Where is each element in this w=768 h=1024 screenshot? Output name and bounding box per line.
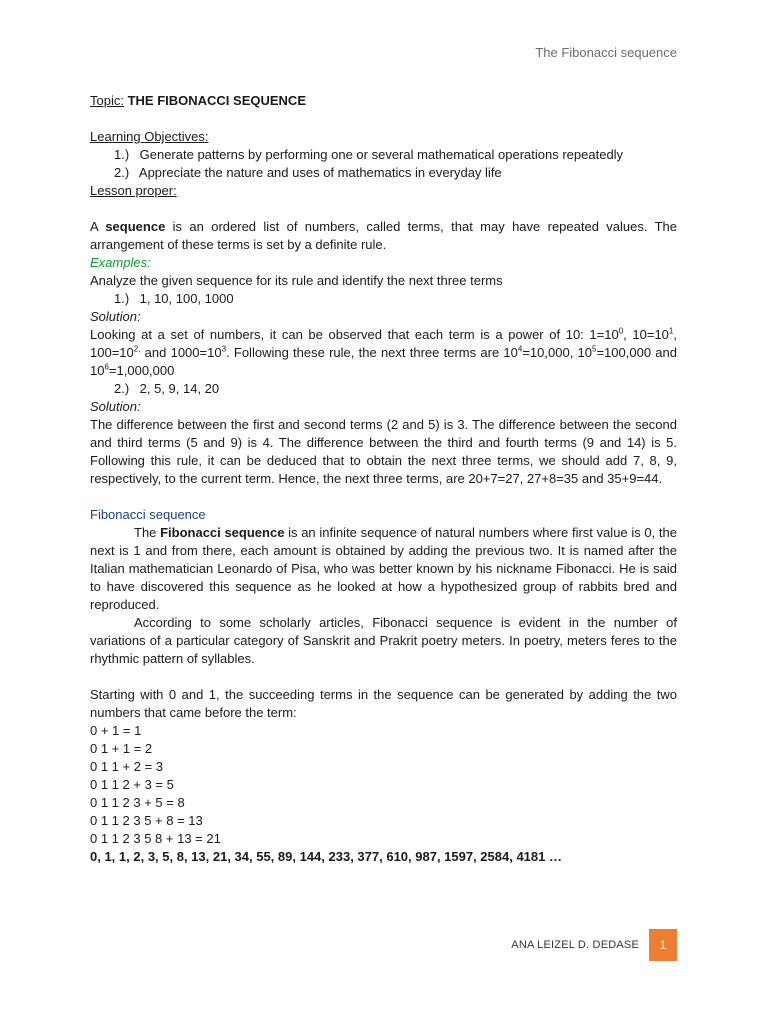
page-footer — [511, 929, 677, 961]
solution-2-text: The difference between the first and second terms (2 and 5) is 3. The difference between the second and third terms (5 and 9) is 4. The difference between the third and fourth terms (9 and 14) is 5. Following this rule, it can be deduced that to obtain the next three terms, we should add 7, 8, 9, respectively, to the current term. Hence, the next three terms, are 20+7=27, 27+8=35 and 35+9=44. — [90, 417, 677, 486]
fibonacci-term: Fibonacci sequence — [160, 525, 285, 540]
document-body — [90, 92, 677, 866]
definition-prefix: A — [90, 219, 98, 234]
page-title: THE FIBONACCI SEQUENCE — [127, 93, 306, 108]
fibonacci-step: 0 1 1 2 3 5 + 8 = 13 — [90, 813, 203, 828]
solution-label: Solution: — [90, 309, 141, 324]
example-sequence: 2, 5, 9, 14, 20 — [139, 381, 220, 396]
example-number: 2.) — [114, 381, 130, 396]
fibonacci-paragraph-2: According to some scholarly articles, Fibonacci sequence is evident in the number of variations of a particular category of Sanskrit and Prakrit poetry meters. In poetry, meters feres to the rhythmic pattern of syllables. — [90, 615, 677, 666]
fibonacci-paragraph-3: Starting with 0 and 1, the succeeding terms in the sequence can be generated by adding the two numbers that came before the term: — [90, 687, 677, 720]
fibonacci-step: 0 + 1 = 1 — [90, 723, 142, 738]
topic-line — [90, 92, 677, 110]
fibonacci-step: 0 1 1 2 3 5 8 + 13 = 21 — [90, 831, 221, 846]
objective-text: Appreciate the nature and uses of mathematics in everyday life — [138, 165, 502, 180]
lesson-heading: Lesson proper: — [90, 183, 177, 198]
solution-1-text: Looking at a set of numbers, it can be observed that each term is a power of 10: $1=10^0$, $10=10^1$, $100=10^{2,}$ and $1000=10^3$. Following these rule, the next three terms are $10^4=10,000$, $10^5=100,000$ and $10^6=1,000,000$ — [90, 326, 677, 378]
topic-label: Topic: — [90, 93, 124, 108]
running-header: The Fibonacci sequence — [535, 45, 677, 60]
page-number-badge: 1 — [649, 929, 677, 961]
solution-label: Solution: — [90, 399, 141, 414]
objective-number: 2.) — [114, 165, 130, 180]
fibonacci-step: 0 1 1 2 + 3 = 5 — [90, 777, 174, 792]
fibonacci-heading: Fibonacci sequence — [90, 507, 206, 522]
definition-text: is an ordered list of numbers, called terms, that may have repeated values. The arrangement of these terms is set by a definite rule. — [90, 219, 677, 252]
sequence-definition — [90, 218, 677, 254]
objective-item — [90, 164, 677, 182]
examples-heading: Examples: — [90, 255, 151, 270]
fibonacci-sequence-list: 0, 1, 1, 2, 3, 5, 8, 13, 21, 34, 55, 89, 144, 233, 377, 610, 987, 1597, 2584, 4181 … — [90, 849, 562, 864]
fibonacci-step: 0 1 1 2 3 + 5 = 8 — [90, 795, 185, 810]
objective-text: Generate patterns by performing one or several mathematical operations repeatedly — [139, 147, 624, 162]
objectives-heading: Learning Objectives: — [90, 129, 209, 144]
example-1 — [90, 290, 677, 308]
example-number: 1.) — [114, 291, 130, 306]
objective-number: 1.) — [114, 147, 130, 162]
examples-instruction: Analyze the given sequence for its rule and identify the next three terms — [90, 273, 503, 288]
example-sequence: 1, 10, 100, 1000 — [139, 291, 234, 306]
fibonacci-paragraph-1: The Fibonacci sequence is an infinite sequence of natural numbers where first value is 0, the next is 1 and from there, each amount is obtained by adding the previous two. It is named after the Italian mathematician Leonardo of Pisa, who was better known by his nickname Fibonacci. He is said to have discovered this sequence as he looked at how a hypothesized group of rabbits bred and reproduced. — [90, 525, 677, 612]
objective-item — [90, 146, 677, 164]
fibonacci-step: 0 1 1 + 2 = 3 — [90, 759, 164, 774]
example-2 — [90, 380, 677, 398]
definition-term: sequence — [105, 219, 166, 234]
author-name: ANA LEIZEL D. DEDASE — [511, 939, 639, 951]
fibonacci-step: 0 1 + 1 = 2 — [90, 741, 153, 756]
